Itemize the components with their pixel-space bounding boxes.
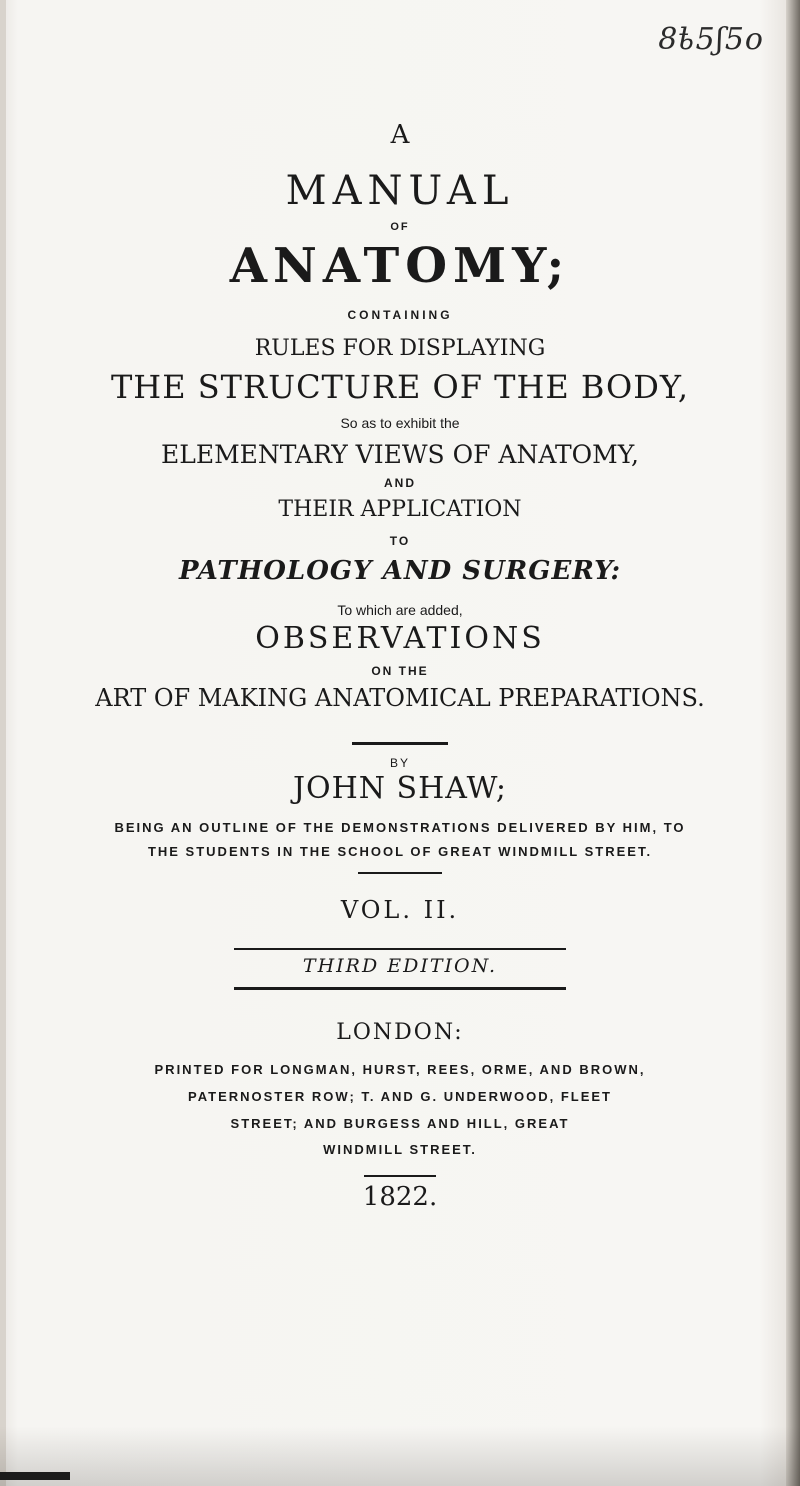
imprint-line: STREET; AND BURGESS AND HILL, GREAT [230,1116,570,1131]
title-word: MANUAL [285,168,515,214]
volume-label: VOL. II. [340,896,460,924]
divider-rule [364,1175,436,1177]
handwritten-shelfmark: 8ҍ5ʃ5o [658,22,764,57]
edition-label: THIRD EDITION. [302,955,498,977]
imprint-city: LONDON: [336,1020,464,1045]
subtitle-structure: THE STRUCTURE OF THE BODY, [110,368,690,406]
author-description-line1: BEING AN OUTLINE OF THE DEMONSTRATIONS DELIVERED BY HIM, TO [114,820,686,835]
author-name: JOHN SHAW; [292,771,508,806]
imprint-line: PRINTED FOR LONGMAN, HURST, REES, ORME, AND BROWN, [154,1062,646,1077]
subtitle-rules: RULES FOR DISPLAYING [254,336,546,361]
divider-rule [234,987,566,990]
subtitle-to-which: To which are added, [337,602,463,618]
binding-mark [0,1472,70,1480]
divider-rule [234,948,566,950]
page-bottom-shadow [0,1426,800,1486]
subtitle-on-the: ON THE [371,664,429,678]
subtitle-art: ART OF MAKING ANATOMICAL PREPARATIONS. [95,684,705,712]
subtitle-elementary: ELEMENTARY VIEWS OF ANATOMY, [160,440,640,469]
containing-label: CONTAINING [347,308,453,322]
author-description-line2: THE STUDENTS IN THE SCHOOL OF GREAT WINDMILL STREET. [147,844,653,859]
title-subject: ANATOMY; [229,238,571,294]
publication-year: 1822. [362,1182,438,1212]
subtitle-so-as: So as to exhibit the [340,415,460,431]
subtitle-application: THEIR APPLICATION [278,497,522,522]
divider-rule [352,742,448,745]
subtitle-to: TO [389,534,411,548]
subtitle-pathology: PATHOLOGY AND SURGERY: [178,556,622,586]
by-label: BY [389,756,410,770]
subtitle-and: AND [384,476,416,490]
imprint-line: PATERNOSTER ROW; T. AND G. UNDERWOOD, FLEET [188,1089,612,1104]
title-of: OF [390,221,410,233]
subtitle-observations: OBSERVATIONS [255,621,545,656]
divider-rule [358,872,442,874]
imprint-line: WINDMILL STREET. [323,1142,477,1157]
title-article: A [390,120,410,150]
